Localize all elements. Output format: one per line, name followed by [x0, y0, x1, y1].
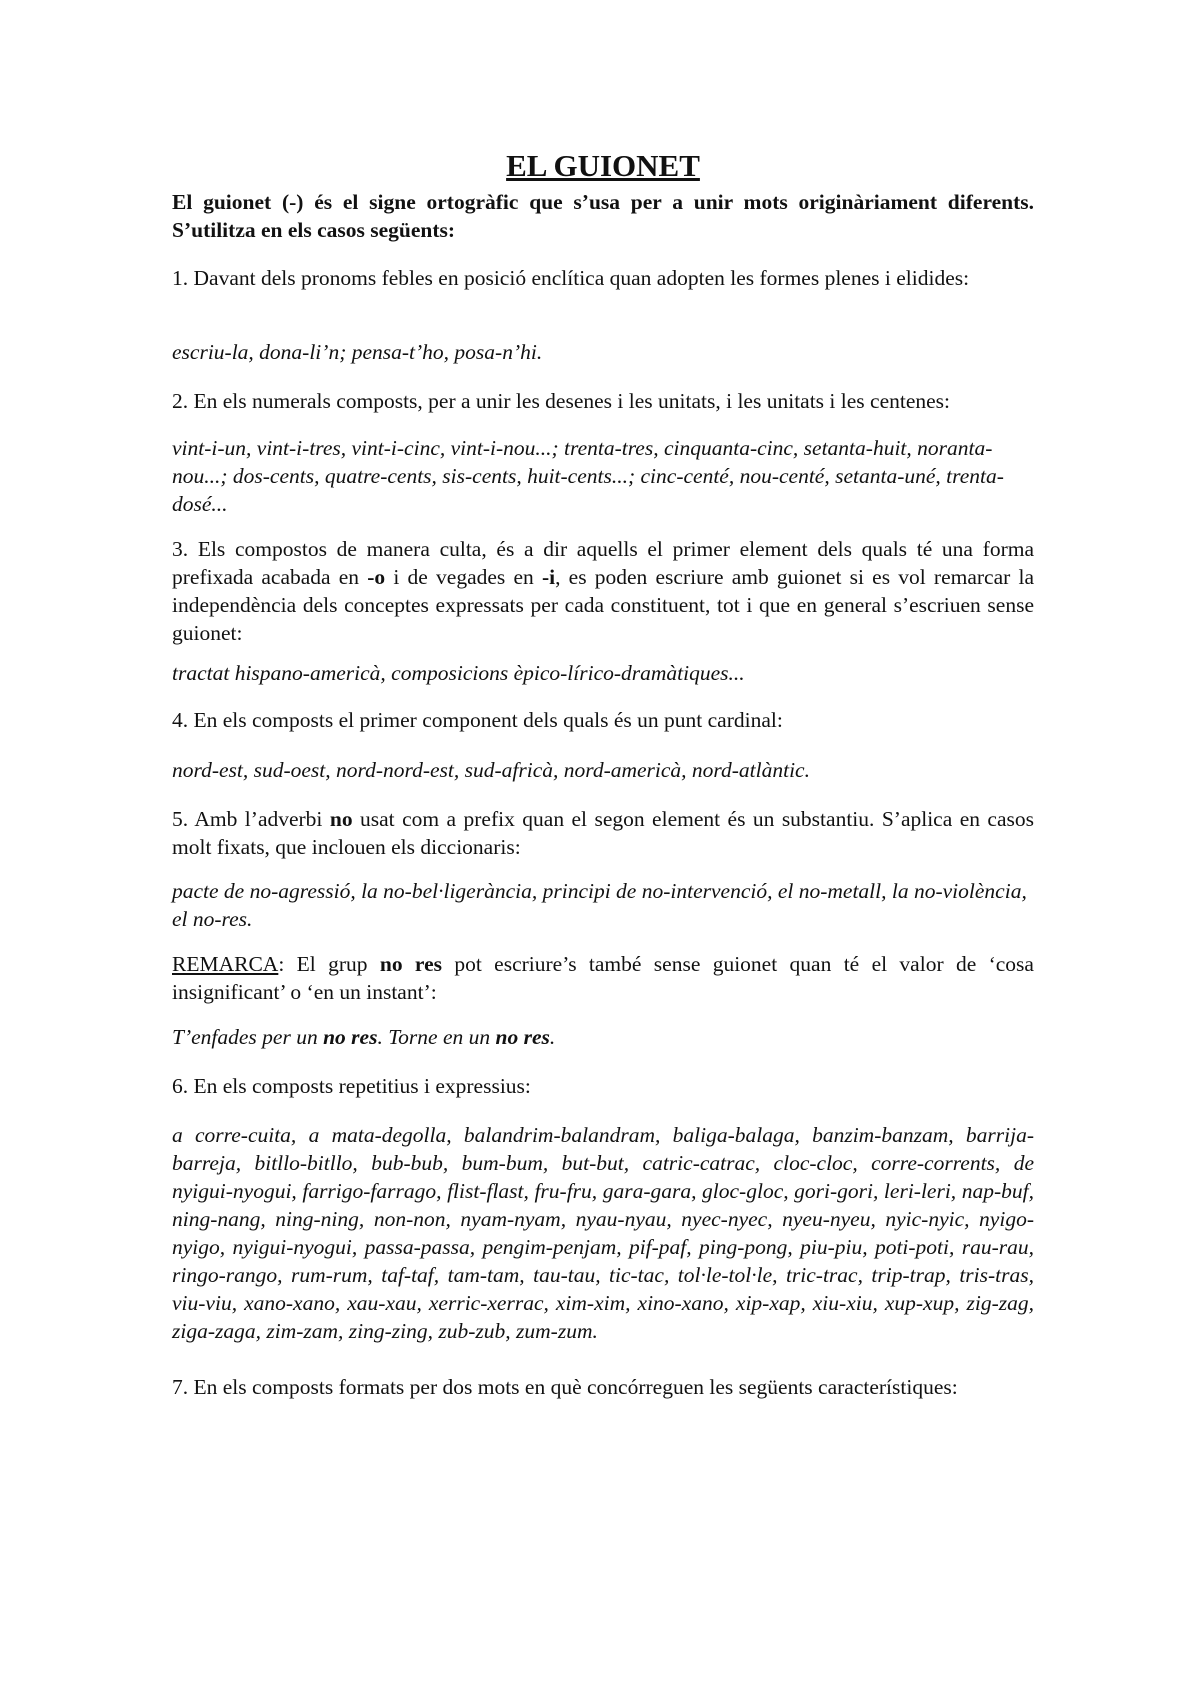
- rule-3-text: [172, 535, 1034, 647]
- remarca-text-a: : El grup: [278, 952, 380, 976]
- rule-1-example: escriu-la, dona-li’n; pensa-t’ho, posa-n’hi.: [172, 340, 543, 364]
- remarca-example: [172, 1023, 1034, 1051]
- rule-5-example: pacte de no-agressió, la no-bel·ligerància, principi de no-intervenció, el no-metall, la no-violència, el no-res.: [172, 879, 1027, 931]
- rule-3-text-c: , es poden escriure amb guionet si es vol remarcar la independència dels conceptes expressats per cada constituent, tot i que en general s’escriuen sense guionet:: [172, 565, 1034, 645]
- rule-1-text: 1. Davant dels pronoms febles en posició enclítica quan adopten les formes plenes i elidides:: [172, 266, 970, 290]
- rule-5-text: [172, 805, 1034, 861]
- remarca-text-b: pot escriure’s també sense guionet quan té el valor de ‘cosa insignificant’ o ‘en un instant’:: [172, 952, 1034, 1004]
- intro-paragraph: El guionet (-) és el signe ortogràfic que s’usa per a unir mots originàriament diferents. S’utilitza en els casos següents:: [172, 190, 1034, 242]
- rule-5-bold-no: no: [329, 807, 353, 831]
- remarca-example-bold-2: no res: [495, 1025, 550, 1049]
- remarca-example-bold-1: no res: [323, 1025, 378, 1049]
- rule-7-text: 7. En els composts formats per dos mots en què concórreguen les següents característiques:: [172, 1375, 958, 1399]
- rule-3-suffix-i: -i: [541, 565, 556, 589]
- rule-5-text-a: 5. Amb l’adverbi: [172, 807, 330, 831]
- rule-6-text: 6. En els composts repetitius i expressius:: [172, 1074, 531, 1098]
- remarca-example-c: . Torne en un: [377, 1025, 496, 1049]
- rule-3-suffix-o: -o: [367, 565, 386, 589]
- document-title: EL GUIONET: [506, 148, 700, 183]
- rule-2-text: 2. En els numerals composts, per a unir les desenes i les unitats, i les unitats i les centenes:: [172, 389, 951, 413]
- rule-3-text-a: 3. Els compostos de manera culta, és a dir aquells el primer element dels quals té una forma prefixada acabada en: [172, 537, 1034, 589]
- remarca-example-a: T’enfades per un: [172, 1025, 324, 1049]
- rule-3-example: tractat hispano-americà, composicions èpico-lírico-dramàtiques...: [172, 661, 745, 685]
- rule-6-example: a corre-cuita, a mata-degolla, balandrim-balandram, baliga-balaga, banzim-banzam, barrija-barreja, bitllo-bitllo, bub-bub, bum-bum, but-but, catric-catrac, cloc-cloc, corre-corrents, de nyigui-nyogui, farrigo-farrago, flist-flast, fru-fru, gara-gara, gloc-gloc, gori-gori, leri-leri, nap-buf, ning-nang, ning-ning, non-non, nyam-nyam, nyau-nyau, nyec-nyec, nyeu-nyeu, nyic-nyic, nyigo-nyigo, nyigui-nyogui, passa-passa, pengim-penjam, pif-paf, ping-pong, piu-piu, poti-poti, rau-rau, ringo-rango, rum-rum, taf-taf, tam-tam, tau-tau, tic-tac, tol·le-tol·le, tric-trac, trip-trap, tris-tras, viu-viu, xano-xano, xau-xau, xerric-xerrac, xim-xim, xino-xano, xip-xap, xiu-xiu, xup-xup, zig-zag, ziga-zaga, zim-zam, zing-zing, zub-zub, zum-zum.: [172, 1123, 1034, 1343]
- remarca-bold-no-res: no res: [379, 952, 442, 976]
- remarca-label: REMARCA: [172, 952, 279, 976]
- remarca-paragraph: [172, 950, 1034, 1006]
- rule-4-text: 4. En els composts el primer component dels quals és un punt cardinal:: [172, 708, 783, 732]
- rule-2-example: vint-i-un, vint-i-tres, vint-i-cinc, vint-i-nou...; trenta-tres, cinquanta-cinc, setanta-huit, noranta-nou...; dos-cents, quatre-cents, sis-cents, huit-cents...; cinc-centé, nou-centé, setanta-uné, trenta-dosé...: [172, 436, 1004, 516]
- remarca-example-e: .: [549, 1025, 556, 1049]
- rule-5-text-b: usat com a prefix quan el segon element és un substantiu. S’aplica en casos molt fixats, que inclouen els diccionaris:: [172, 807, 1034, 859]
- rule-4-example: nord-est, sud-oest, nord-nord-est, sud-africà, nord-americà, nord-atlàntic.: [172, 758, 810, 782]
- rule-3-text-b: i de vegades en: [385, 565, 542, 589]
